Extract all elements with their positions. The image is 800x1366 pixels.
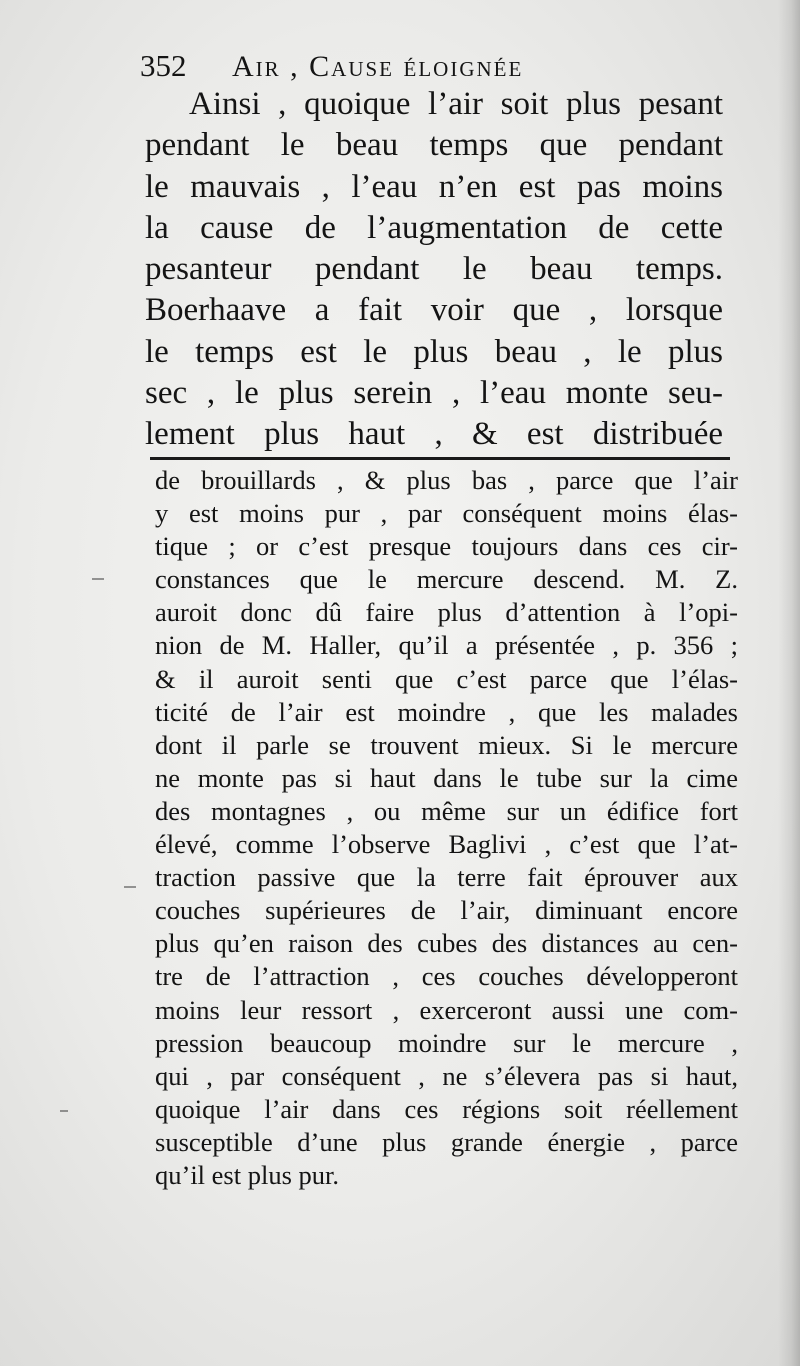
footnote-line: qui , par conséquent , ne s’élevera pas si haut, — [155, 1060, 738, 1091]
margin-mark — [60, 1110, 68, 1112]
main-text-line: le temps est le plus beau , le plus — [145, 333, 723, 370]
footnote-line: moins leur ressort , exerceront aussi une com- — [155, 994, 738, 1025]
footnote-line: & il auroit senti que c’est parce que l’élas- — [155, 663, 738, 694]
main-text-line: Ainsi , quoique l’air soit plus pesant — [189, 86, 723, 122]
footnote-line: plus qu’en raison des cubes des distances au cen- — [155, 928, 738, 959]
footnote-line: couches supérieures de l’air, diminuant encore — [155, 895, 738, 926]
footnote-line: pression beaucoup moindre sur le mercure , — [155, 1027, 738, 1058]
footnote-line: qu’il est plus pur. — [155, 1159, 340, 1190]
footnote-line: des montagnes , ou même sur un édifice fort — [155, 795, 738, 826]
footnote-line: susceptible d’une plus grande énergie , parce — [155, 1126, 738, 1157]
footnote-line: dont il parle se trouvent mieux. Si le mercure — [155, 729, 738, 760]
footnote-line: tique ; or c’est presque toujours dans ces cir- — [155, 531, 738, 562]
main-text-block — [145, 84, 723, 456]
footnote-line: quoique l’air dans ces régions soit réellement — [155, 1093, 738, 1124]
main-text-line: pesanteur pendant le beau temps. — [145, 251, 723, 288]
main-text-line: Boerhaave a fait voir que , lorsque — [145, 292, 723, 329]
footnote-divider — [150, 457, 730, 460]
page-edge-shadow — [778, 0, 800, 1366]
main-text-line: pendant le beau temps que pendant — [145, 127, 723, 164]
footnote-line: de brouillards , & plus bas , parce que l’air — [155, 465, 738, 495]
footnote-line: y est moins pur , par conséquent moins élas- — [155, 498, 738, 529]
page-header — [140, 48, 740, 88]
footnote-line: ticité de l’air est moindre , que les malades — [155, 696, 738, 727]
footnote-line: constances que le mercure descend. M. Z. — [155, 564, 738, 595]
footnote-line: élevé, comme l’observe Baglivi , c’est que l’at- — [155, 829, 738, 860]
footnote-line: nion de M. Haller, qu’il a présentée , p. 356 ; — [155, 630, 738, 661]
main-text-line: sec , le plus serein , l’eau monte seu- — [145, 375, 723, 412]
main-text-line: lement plus haut , & est distribuée — [145, 416, 723, 453]
footnote-block — [155, 464, 738, 1192]
footnote-line: tre de l’attraction , ces couches développeront — [155, 961, 738, 992]
footnote-line: traction passive que la terre fait éprouver aux — [155, 862, 738, 893]
footnote-line: ne monte pas si haut dans le tube sur la cime — [155, 762, 738, 793]
margin-mark — [92, 578, 104, 580]
footnote-line: auroit donc dû faire plus d’attention à l’opi- — [155, 597, 738, 628]
running-head: Air , Cause éloignée — [232, 50, 524, 83]
page-number: 352 — [140, 48, 187, 83]
main-text-line: la cause de l’augmentation de cette — [145, 209, 723, 246]
margin-mark — [124, 886, 136, 888]
main-text-line: le mauvais , l’eau n’en est pas moins — [145, 168, 723, 205]
